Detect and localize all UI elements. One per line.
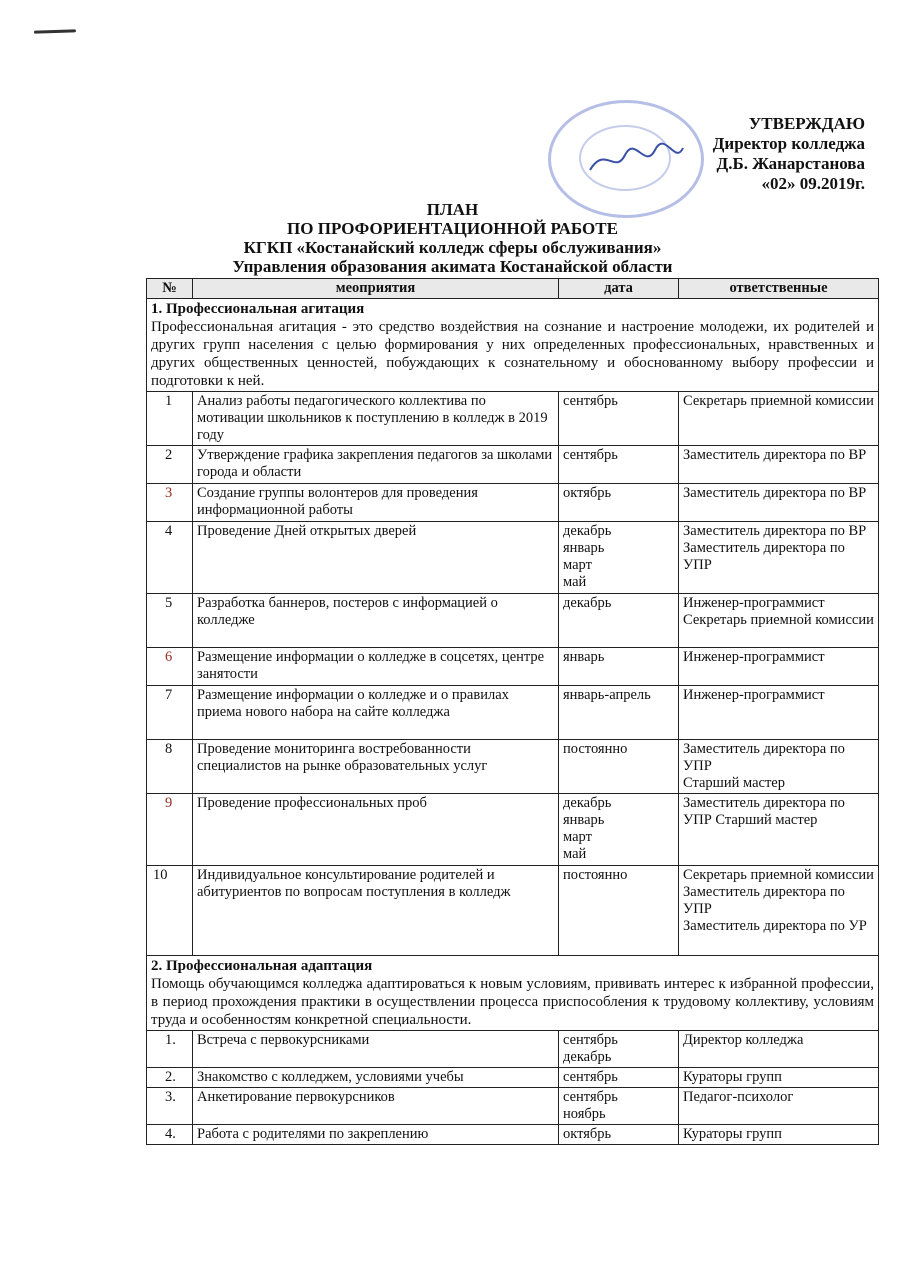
col-date: дата [559, 279, 679, 299]
table-row [147, 1125, 879, 1145]
title-line-4: Управления образования акимата Костанайской области [232, 257, 673, 276]
row-date: постоянно [559, 740, 679, 794]
row-event: Знакомство с колледжем, условиями учебы [193, 1068, 559, 1088]
row-num: 10 [147, 866, 193, 956]
row-date: декабрь [559, 594, 679, 648]
row-event: Создание группы волонтеров для проведения информационной работы [193, 484, 559, 522]
row-date: январь-апрель [559, 686, 679, 740]
col-event: меоприятия [193, 279, 559, 299]
row-responsible: Секретарь приемной комиссии Заместитель директора по УПР Заместитель директора по УР [679, 866, 879, 956]
row-event: Встреча с первокурсниками [193, 1031, 559, 1068]
row-date: январь [559, 648, 679, 686]
table-row [147, 522, 879, 594]
approver-name: Д.Б. Жанарстанова [716, 154, 865, 173]
section-title: 1. Профессиональная агитация [151, 301, 365, 317]
row-responsible: Секретарь приемной комиссии [679, 392, 879, 446]
row-event: Размещение информации о колледже и о правилах приема нового набора на сайте колледжа [193, 686, 559, 740]
section-title: 2. Профессиональная адаптация [151, 958, 373, 974]
row-event: Анализ работы педагогического коллектива по мотивации школьников к поступлению в колледж в 2019 году [193, 392, 559, 446]
row-num: 1 [147, 392, 193, 446]
row-responsible: Заместитель директора по ВР [679, 484, 879, 522]
row-num: 3. [147, 1088, 193, 1125]
row-date: сентябрь ноябрь [559, 1088, 679, 1125]
row-num: 4 [147, 522, 193, 594]
table-row [147, 866, 879, 956]
row-responsible: Инженер-программист [679, 648, 879, 686]
table-header-row [147, 279, 879, 299]
row-num: 2. [147, 1068, 193, 1088]
row-num: 9 [147, 794, 193, 866]
table-row [147, 1031, 879, 1068]
table-row [147, 740, 879, 794]
row-event: Работа с родителями по закреплению [193, 1125, 559, 1145]
row-responsible: Кураторы групп [679, 1068, 879, 1088]
approver-position: Директор колледжа [712, 134, 865, 153]
table-row [147, 446, 879, 484]
row-responsible: Педагог-психолог [679, 1088, 879, 1125]
row-num: 5 [147, 594, 193, 648]
row-num: 6 [147, 648, 193, 686]
row-event: Утверждение графика закрепления педагогов за школами города и области [193, 446, 559, 484]
row-responsible: Заместитель директора по ВР Заместитель директора по УПР [679, 522, 879, 594]
row-date: сентябрь [559, 1068, 679, 1088]
row-responsible: Инженер-программист [679, 686, 879, 740]
row-num: 4. [147, 1125, 193, 1145]
approve-label: УТВЕРЖДАЮ [748, 114, 865, 133]
row-date: декабрь январь март май [559, 794, 679, 866]
row-num: 2 [147, 446, 193, 484]
section-cell [147, 299, 879, 392]
row-date: октябрь [559, 1125, 679, 1145]
row-num: 1. [147, 1031, 193, 1068]
approval-block [535, 114, 865, 194]
row-responsible: Заместитель директора по УПР Старший мастер [679, 794, 879, 866]
row-responsible: Инженер-программист Секретарь приемной комиссии [679, 594, 879, 648]
row-event: Размещение информации о колледже в соцсетях, центре занятости [193, 648, 559, 686]
approval-date: «02» 09.2019г. [761, 174, 865, 193]
section-description: Помощь обучающимся колледжа адаптироваться к новым условиям, прививать интерес к избранной профессии, в период прохождения практики в осуществлении процесса приспособления к трудовому коллективу, условиям труда и особенностям конкретной специальности. [151, 976, 874, 1028]
row-num: 8 [147, 740, 193, 794]
col-num: № [147, 279, 193, 299]
row-date: сентябрь [559, 446, 679, 484]
row-event: Проведение профессиональных проб [193, 794, 559, 866]
table-row [147, 1068, 879, 1088]
table-row [147, 794, 879, 866]
section-header [147, 956, 879, 1031]
section-cell [147, 956, 879, 1031]
row-event: Проведение Дней открытых дверей [193, 522, 559, 594]
table-row [147, 648, 879, 686]
row-responsible: Кураторы групп [679, 1125, 879, 1145]
table-row [147, 686, 879, 740]
row-event: Индивидуальное консультирование родителей и абитуриентов по вопросам поступления в колледж [193, 866, 559, 956]
title-line-3: КГКП «Костанайский колледж сферы обслуживания» [243, 238, 662, 257]
plan-table [146, 278, 879, 1145]
title-line-2: ПО ПРОФОРИЕНТАЦИОННОЙ РАБОТЕ [287, 219, 618, 238]
row-num: 3 [147, 484, 193, 522]
row-responsible: Директор колледжа [679, 1031, 879, 1068]
table-row [147, 1088, 879, 1125]
section-description: Профессиональная агитация - это средство воздействия на сознание и настроение молодежи, их родителей и других групп населения с целью формирования у них определенных профессиональных, нравственных и других общественных ценностей, побуждающих к сознательному и обоснованному выбору профессии и подготовки к ней. [151, 319, 874, 389]
row-date: декабрь январь март май [559, 522, 679, 594]
row-responsible: Заместитель директора по УПР Старший мастер [679, 740, 879, 794]
row-event: Разработка баннеров, постеров с информацией о колледже [193, 594, 559, 648]
title-line-1: ПЛАН [426, 200, 479, 219]
row-event: Анкетирование первокурсников [193, 1088, 559, 1125]
col-responsible: ответственные [679, 279, 879, 299]
row-responsible: Заместитель директора по ВР [679, 446, 879, 484]
document-title [100, 200, 805, 276]
section-header [147, 299, 879, 392]
row-date: постоянно [559, 866, 679, 956]
row-event: Проведение мониторинга востребованности специалистов на рынке образовательных услуг [193, 740, 559, 794]
table-row [147, 484, 879, 522]
row-date: сентябрь [559, 392, 679, 446]
table-row [147, 392, 879, 446]
table-row [147, 594, 879, 648]
row-date: сентябрь декабрь [559, 1031, 679, 1068]
row-date: октябрь [559, 484, 679, 522]
row-num: 7 [147, 686, 193, 740]
scan-mark [34, 29, 76, 33]
